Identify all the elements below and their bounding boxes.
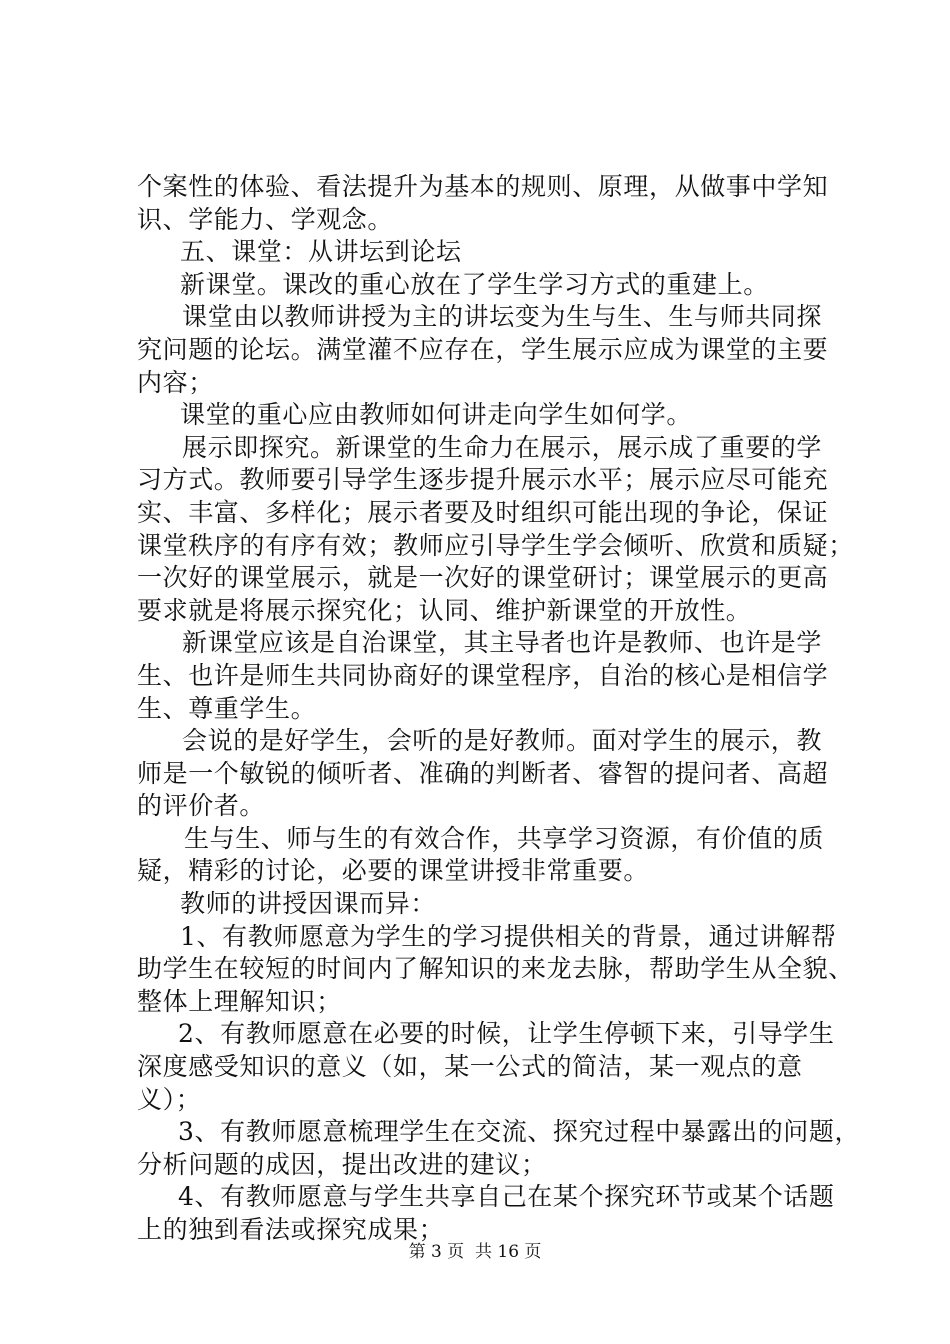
text-line: 课堂的重心应由教师如何讲走向学生如何学。 — [180, 400, 693, 430]
text-line: 义）； — [137, 1084, 202, 1114]
text-line: 生、也许是师生共同协商好的课堂程序，自治的核心是相信学 — [137, 660, 829, 690]
page-number: 第 3 页 共 16 页 — [408, 1242, 542, 1262]
section-heading: 五、课堂：从讲坛到论坛 — [180, 237, 462, 267]
text-line: 课堂秩序的有序有效；教师应引导学生学会倾听、欣赏和质疑； — [137, 530, 854, 560]
text-line: 展示即探究。新课堂的生命力在展示，展示成了重要的学 — [182, 432, 823, 462]
list-item: 4、有教师愿意与学生共享自己在某个探究环节或某个话题 — [178, 1182, 835, 1212]
text-line: 要求就是将展示探究化；认同、维护新课堂的开放性。 — [137, 595, 752, 625]
text-line: 生、尊重学生。 — [137, 693, 317, 723]
text-line: 师是一个敏锐的倾听者、准确的判断者、睿智的提问者、高超 — [137, 758, 829, 788]
list-item: 3、有教师愿意梳理学生在交流、探究过程中暴露出的问题， — [178, 1117, 861, 1147]
text-line: 会说的是好学生，会听的是好教师。面对学生的展示，教 — [182, 726, 823, 756]
text-line: 实、丰富、多样化；展示者要及时组织可能出现的争论，保证 — [137, 497, 829, 527]
text-line: 习方式。教师要引导学生逐步提升展示水平；展示应尽可能充 — [137, 465, 829, 495]
text-line: 生与生、师与生的有效合作，共享学习资源，有价值的质 — [184, 823, 825, 853]
page-footer — [0, 1240, 950, 1264]
text-line: 个案性的体验、看法提升为基本的规则、原理，从做事中学知 — [137, 172, 829, 201]
text-line: 助学生在较短的时间内了解知识的来龙去脉，帮助学生从全貌、 — [137, 954, 854, 984]
text-line: 教师的讲授因课而异： — [180, 889, 437, 919]
text-line: 分析问题的成因，提出改进的建议； — [137, 1149, 547, 1179]
list-item: 2、有教师愿意在必要的时候，让学生停顿下来，引导学生 — [178, 1019, 835, 1049]
text-line: 的评价者。 — [137, 791, 266, 821]
text-line: 一次好的课堂展示，就是一次好的课堂研讨；课堂展示的更高 — [137, 563, 829, 593]
text-line: 内容； — [137, 367, 214, 397]
text-line: 新课堂应该是自治课堂，其主导者也许是教师、也许是学 — [182, 628, 823, 658]
text-line: 课堂由以教师讲授为主的讲坛变为生与生、生与师共同探 — [182, 302, 823, 332]
text-line: 新课堂。课改的重心放在了学生学习方式的重建上。 — [180, 269, 769, 299]
text-line: 究问题的论坛。满堂灌不应存在，学生展示应成为课堂的主要 — [137, 334, 829, 364]
text-line: 整体上理解知识； — [137, 986, 342, 1016]
text-line: 疑，精彩的讨论，必要的课堂讲授非常重要。 — [137, 856, 650, 886]
list-item: 1、有教师愿意为学生的学习提供相关的背景，通过讲解帮 — [180, 921, 837, 951]
text-line: 识、学能力、学观念。 — [137, 204, 394, 234]
body-text — [137, 171, 861, 1247]
text-line: 深度感受知识的意义（如，某一公式的简洁，某一观点的意 — [137, 1052, 803, 1082]
text-line: 上的独到看法或探究成果； — [137, 1215, 445, 1244]
